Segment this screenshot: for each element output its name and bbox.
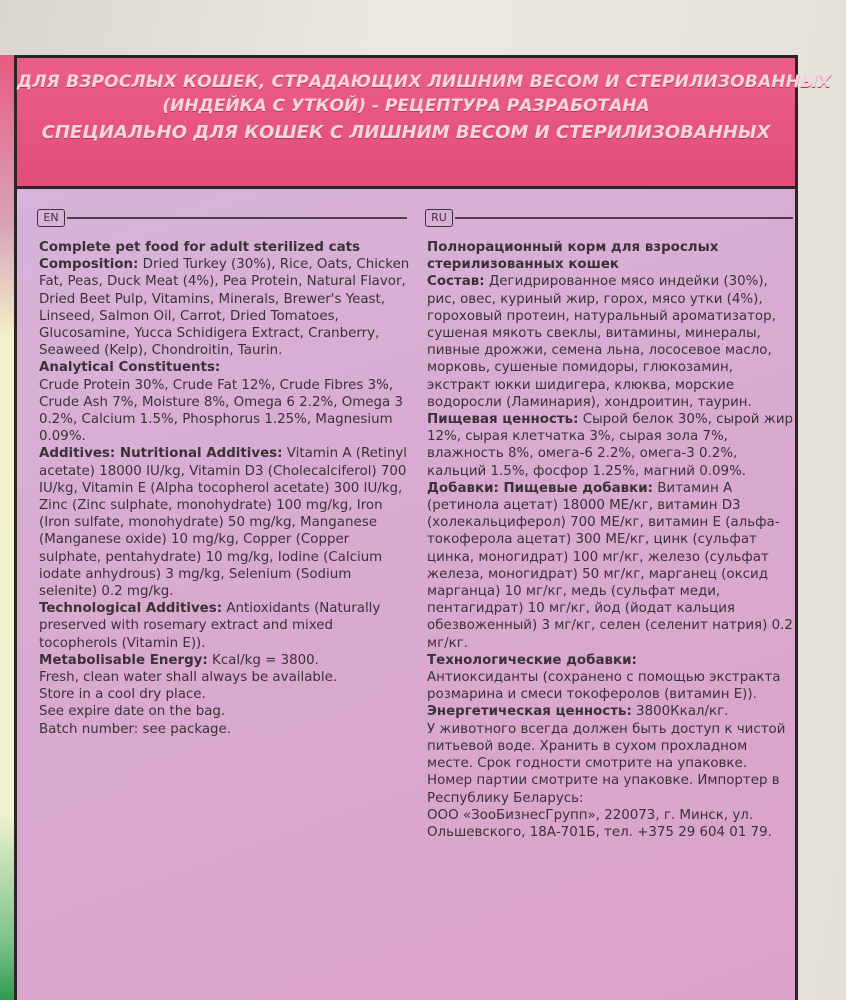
en-analytical <box>39 359 411 376</box>
ru-nutrition <box>427 411 795 480</box>
ru-divider <box>455 217 793 219</box>
ru-composition-label: Состав: <box>427 274 485 290</box>
ru-additives-text: Витамин А (ретинола ацетат) 18000 МЕ/кг, витамин D3 (холекальциферол) 700 МЕ/кг, витамин Е (альфа-токоферола ацетат) 300 МЕ/кг, цинк (сульфат цинка, моногидрат) 100 мг/кг, железо (сульфат железа, моногидрат) 50 мг/кг, марганец (оксид марганца) 10 мг/кг, медь (сульфат меди, пентагидрат) 10 мг/кг, йод (йодат кальция обезвоженный) 3 мг/кг, селен (селенит натрия) 0.2 мг/кг. <box>427 480 793 651</box>
en-expire: See expire date on the bag. <box>39 704 226 720</box>
ru-nutrition-text: Сырой белок 30%, сырой жир 12%, сырая клетчатка 3%, сырая зола 7%, влажность 8%, омега-6 2.2%, омега-3 0.2%, кальций 1.5%, фосфор 1.25%, магний 0.09%. <box>427 412 794 479</box>
ru-energy-label: Энергетическая ценность: <box>427 704 632 720</box>
english-column <box>39 239 411 738</box>
ru-energy-text: 3800Ккал/кг. <box>631 704 729 720</box>
en-composition-label: Composition: <box>39 257 139 273</box>
ru-storage: У животного всегда должен быть доступ к чистой питьевой воде. Хранить в сухом прохладном месте. Срок годности смотрите на упаковке. Номер партии смотрите на упаковке. Импортер в Республику Беларусь: <box>427 721 786 806</box>
en-water: Fresh, clean water shall always be available. <box>39 670 338 686</box>
ru-technological-text: Антиоксиданты (сохранено с помощью экстракта розмарина и смеси токоферолов (витамин Е)). <box>427 670 781 703</box>
ru-additives-label: Добавки: Пищевые добавки: <box>427 480 653 496</box>
en-energy <box>39 652 411 669</box>
en-batch: Batch number: see package. <box>39 721 232 737</box>
ru-importer: ООО «ЗооБизнесГрупп», 220073, г. Минск, ул. Ольшевского, 18А-701Б, тел. +375 29 604 01 79. <box>427 807 772 840</box>
en-energy-text: Kcal/kg = 3800. <box>207 652 319 668</box>
en-additives-label: Additives: Nutritional Additives: <box>39 446 283 462</box>
russian-column <box>427 239 795 841</box>
en-energy-label: Metabolisable Energy: <box>39 652 208 668</box>
en-composition-text: Dried Turkey (30%), Rice, Oats, Chicken Fat, Peas, Duck Meat (4%), Pea Protein, Natural Flavor, Dried Beet Pulp, Vitamins, Minerals, Brewer's Yeast, Linseed, Salmon Oil, Carrot, Dried Tomatoes, Glucosamine, Yucca Schidigera Extract, Cranberry, Seaweed (Kelp), Chondroitin, Taurin. <box>39 257 410 359</box>
banner-line-1: ДЛЯ ВЗРОСЛЫХ КОШЕК, СТРАДАЮЩИХ ЛИШНИМ ВЕСОМ И СТЕРИЛИЗОВАННЫХ <box>17 72 832 92</box>
en-additives-text: Vitamin A (Retinyl acetate) 18000 IU/kg, Vitamin D3 (Cholecalciferol) 700 IU/kg, Vitamin E (Alpha tocopherol acetate) 300 IU/kg, Zinc (Zinc sulphate, monohydrate) 100 mg/kg, Iron (Iron sulfate, monohydrate) 50 mg/kg, Manganese (Manganese oxide) 10 mg/kg, Copper (Copper sulphate, pentahydrate) 10 mg/kg, Iodine (Calcium iodate anhydrous) 3 mg/kg, Selenium (Sodium selenite) 0.2 mg/kg. <box>39 446 408 600</box>
ru-additives <box>427 480 795 652</box>
en-title: Complete pet food for adult sterilized cats <box>39 240 360 255</box>
ingredients-area <box>17 189 795 1000</box>
bag-left-edge <box>0 55 14 1000</box>
title-banner <box>17 58 832 189</box>
label-panel <box>14 55 832 1000</box>
en-additives <box>39 445 411 600</box>
en-technological-label: Technological Additives: <box>39 601 223 617</box>
en-language-header <box>37 209 409 227</box>
en-technological <box>39 600 411 652</box>
ru-technological <box>427 652 795 669</box>
ru-composition-text: Дегидрированное мясо индейки (30%), рис, овес, куриный жир, горох, мясо утки (4%), гороховый протеин, натуральный ароматизатор, сушеная мякоть свеклы, витамины, минералы, пивные дрожжи, семена льна, лососевое масло, морковь, сушеные помидоры, глюкозамин, экстракт юкки шидигера, клюква, морские водоросли (Ламинария), хондроитин, таурин. <box>427 274 776 410</box>
en-technological-text: Antioxidants (Naturally preserved with rosemary extract and mixed tocopherols (Vitamin E)). <box>39 601 381 651</box>
ru-language-header <box>425 209 795 227</box>
ru-title: Полнорационный корм для взрослых стерилизованных кошек <box>427 240 719 273</box>
ru-energy <box>427 703 795 720</box>
en-analytical-text: Crude Protein 30%, Crude Fat 12%, Crude Fibres 3%, Crude Ash 7%, Moisture 8%, Omega 6 2.2%, Omega 3 0.2%, Calcium 1.5%, Phosphorus 1.25%, Magnesium 0.09%. <box>39 377 404 445</box>
en-divider <box>67 217 407 219</box>
ru-technological-label: Технологические добавки: <box>427 652 637 668</box>
en-composition <box>39 256 411 359</box>
banner-line-3: СПЕЦИАЛЬНО ДЛЯ КОШЕК С ЛИШНИМ ВЕСОМ И СТЕРИЛИЗОВАННЫХ <box>41 122 771 143</box>
banner-line-2: (ИНДЕЙКА С УТКОЙ) - РЕЦЕПТУРА РАЗРАБОТАНА <box>162 96 650 116</box>
ru-nutrition-label: Пищевая ценность: <box>427 412 579 428</box>
ru-language-tag: RU <box>425 209 453 227</box>
ru-composition <box>427 273 795 411</box>
en-analytical-label: Analytical Constituents: <box>39 360 221 376</box>
en-language-tag: EN <box>37 209 65 227</box>
en-store: Store in a cool dry place. <box>39 687 206 703</box>
